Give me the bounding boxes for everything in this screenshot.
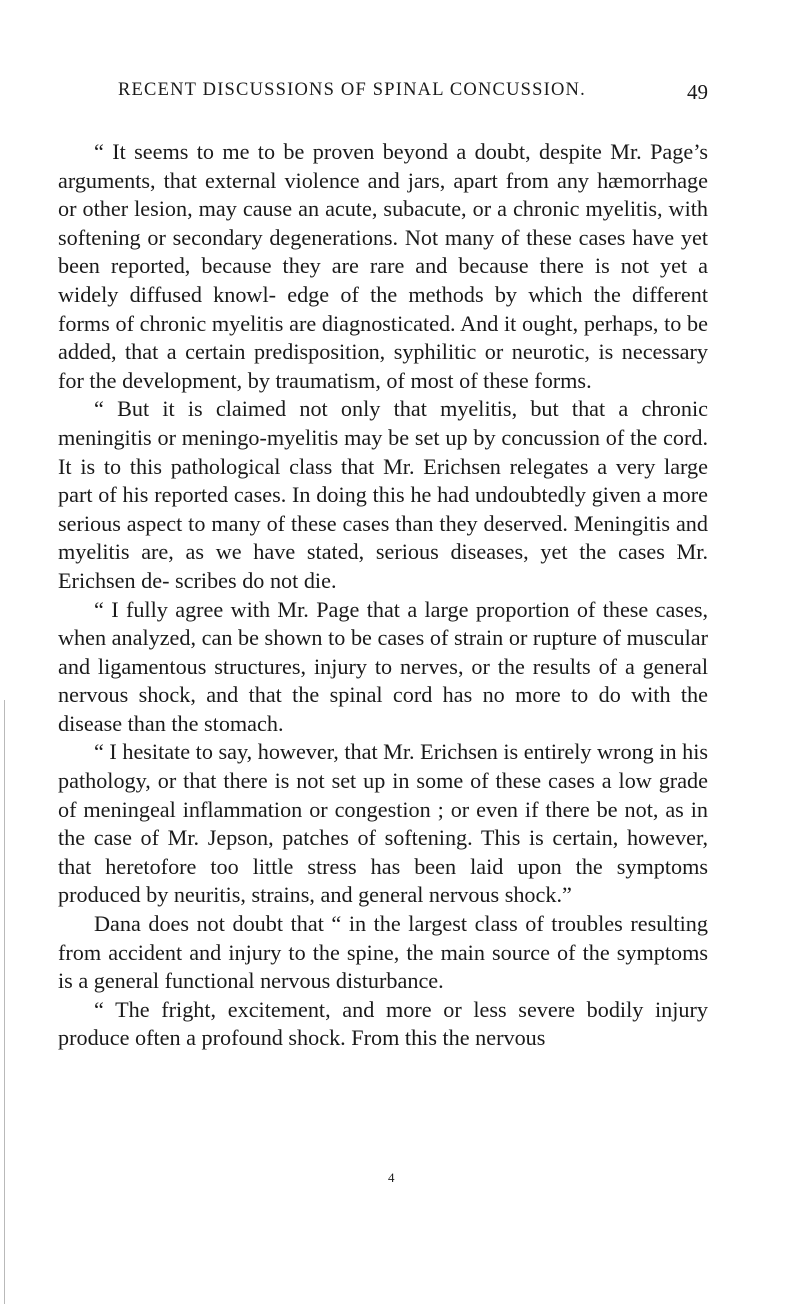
page-edge-line bbox=[4, 700, 5, 1304]
paragraph: “ I hesitate to say, however, that Mr. Erichsen is entirely wrong in his pathology, or that there is not set up in some of these cases a low grade of meningeal inflammation or congestion ; or even if there be not, as in the case of Mr. Jepson, patches of softening. This is certain, however, that heretofore too little stress has been laid upon the symptoms produced by neuritis, strains, and general nervous shock.” bbox=[58, 739, 708, 908]
body-text bbox=[58, 138, 708, 1053]
paragraph: Dana does not doubt that “ in the largest class of troubles resulting from accident and injury to the spine, the main source of the symptoms is a general functional nervous disturbance. bbox=[58, 911, 708, 994]
running-head: RECENT DISCUSSIONS OF SPINAL CONCUSSION. bbox=[118, 80, 586, 100]
paragraph: “ It seems to me to be proven beyond a doubt, despite Mr. Page’s arguments, that external violence and jars, apart from any hæmorrhage or other lesion, may cause an acute, subacute, or a chronic myelitis, with softening or secondary degenerations. Not many of these cases have yet been reported, because they are rare and because there is not yet a widely diffused knowl- edge of the methods by which the different forms of chronic myelitis are diagnosticated. And it ought, perhaps, to be added, that a certain predisposition, syphilitic or neurotic, is necessary for the development, by traumatism, of most of these forms. bbox=[58, 139, 708, 393]
paragraph: “ The fright, excitement, and more or less severe bodily injury produce often a profound shock. From this the nervous bbox=[58, 996, 708, 1051]
paragraph: “ But it is claimed not only that myelitis, but that a chronic meningitis or meningo-myelitis may be set up by concussion of the cord. It is to this pathological class that Mr. Erichsen relegates a very large part of his reported cases. In doing this he had undoubtedly given a more serious aspect to many of these cases than they deserved. Meningitis and myelitis are, as we have stated, serious diseases, yet the cases Mr. Erichsen de- scribes do not die. bbox=[58, 396, 708, 593]
signature-mark: 4 bbox=[388, 1170, 395, 1185]
paragraph: “ I fully agree with Mr. Page that a large proportion of these cases, when analyzed, can be shown to be cases of strain or rupture of muscular and ligamentous structures, injury to nerves, or the results of a general nervous shock, and that the spinal cord has no more to do with the disease than the stomach. bbox=[58, 596, 708, 736]
page-number: 49 bbox=[687, 80, 708, 104]
page-header bbox=[58, 80, 708, 110]
